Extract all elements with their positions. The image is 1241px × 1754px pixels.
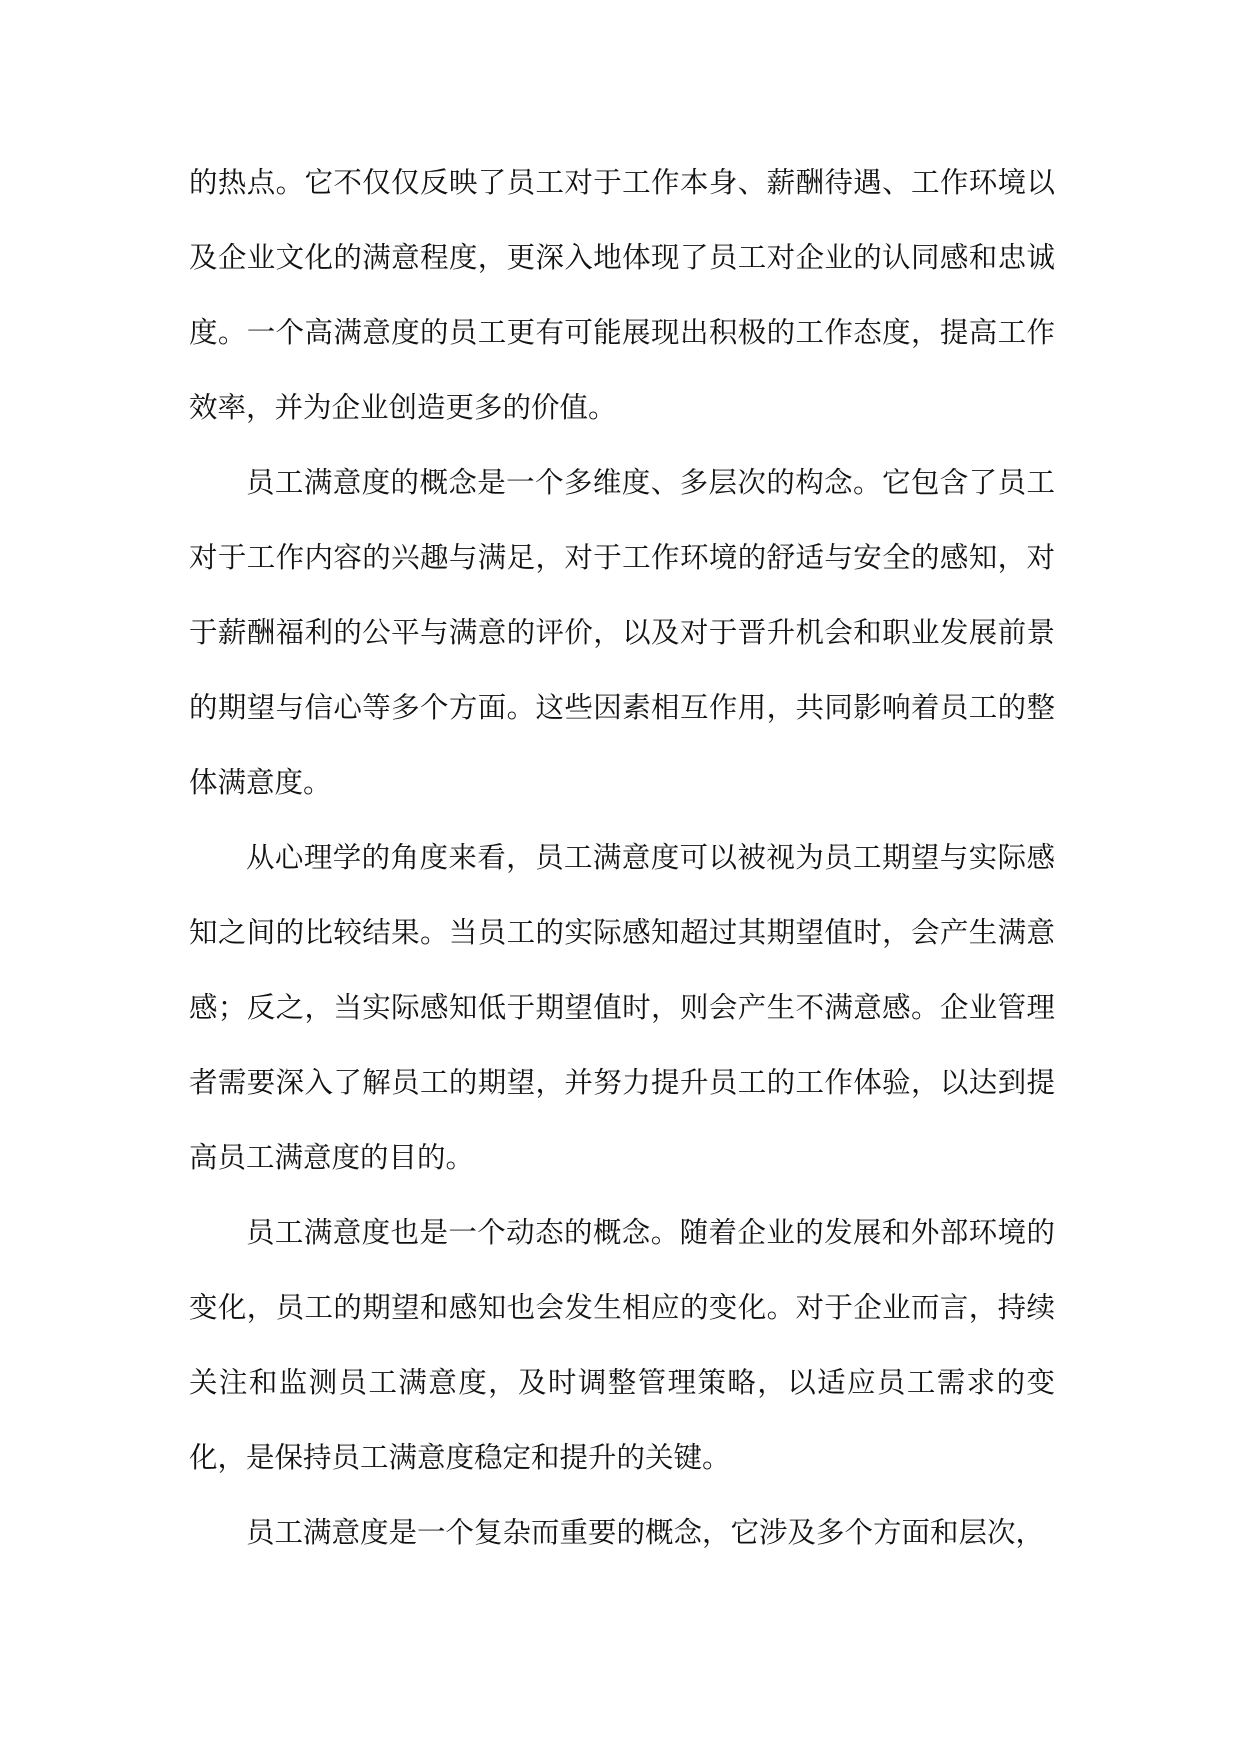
- body-text: [189, 145, 1055, 1570]
- paragraph: 员工满意度是一个复杂而重要的概念，它涉及多个方面和层次，: [246, 1516, 1045, 1549]
- paragraph: 员工满意度的概念是一个多维度、多层次的构念。它包含了员工对于工作内容的兴趣与满足，对于工作环境的舒适与安全的感知，对于薪酬福利的公平与满意的评价，以及对于晋升机会和职业发展前景的期望与信心等多个方面。这些因素相互作用，共同影响着员工的整体满意度。: [189, 466, 1055, 799]
- paragraph: 从心理学的角度来看，员工满意度可以被视为员工期望与实际感知之间的比较结果。当员工的实际感知超过其期望值时，会产生满意感；反之，当实际感知低于期望值时，则会产生不满意感。企业管理者需要深入了解员工的期望，并努力提升员工的工作体验，以达到提高员工满意度的目的。: [189, 841, 1055, 1174]
- paragraph: 员工满意度也是一个动态的概念。随着企业的发展和外部环境的变化，员工的期望和感知也会发生相应的变化。对于企业而言，持续关注和监测员工满意度，及时调整管理策略，以适应员工需求的变化，是保持员工满意度稳定和提升的关键。: [189, 1216, 1055, 1474]
- paragraph: 的热点。它不仅仅反映了员工对于工作本身、薪酬待遇、工作环境以及企业文化的满意程度，更深入地体现了员工对企业的认同感和忠诚度。一个高满意度的员工更有可能展现出积极的工作态度，提高工作效率，并为企业创造更多的价值。: [189, 166, 1055, 424]
